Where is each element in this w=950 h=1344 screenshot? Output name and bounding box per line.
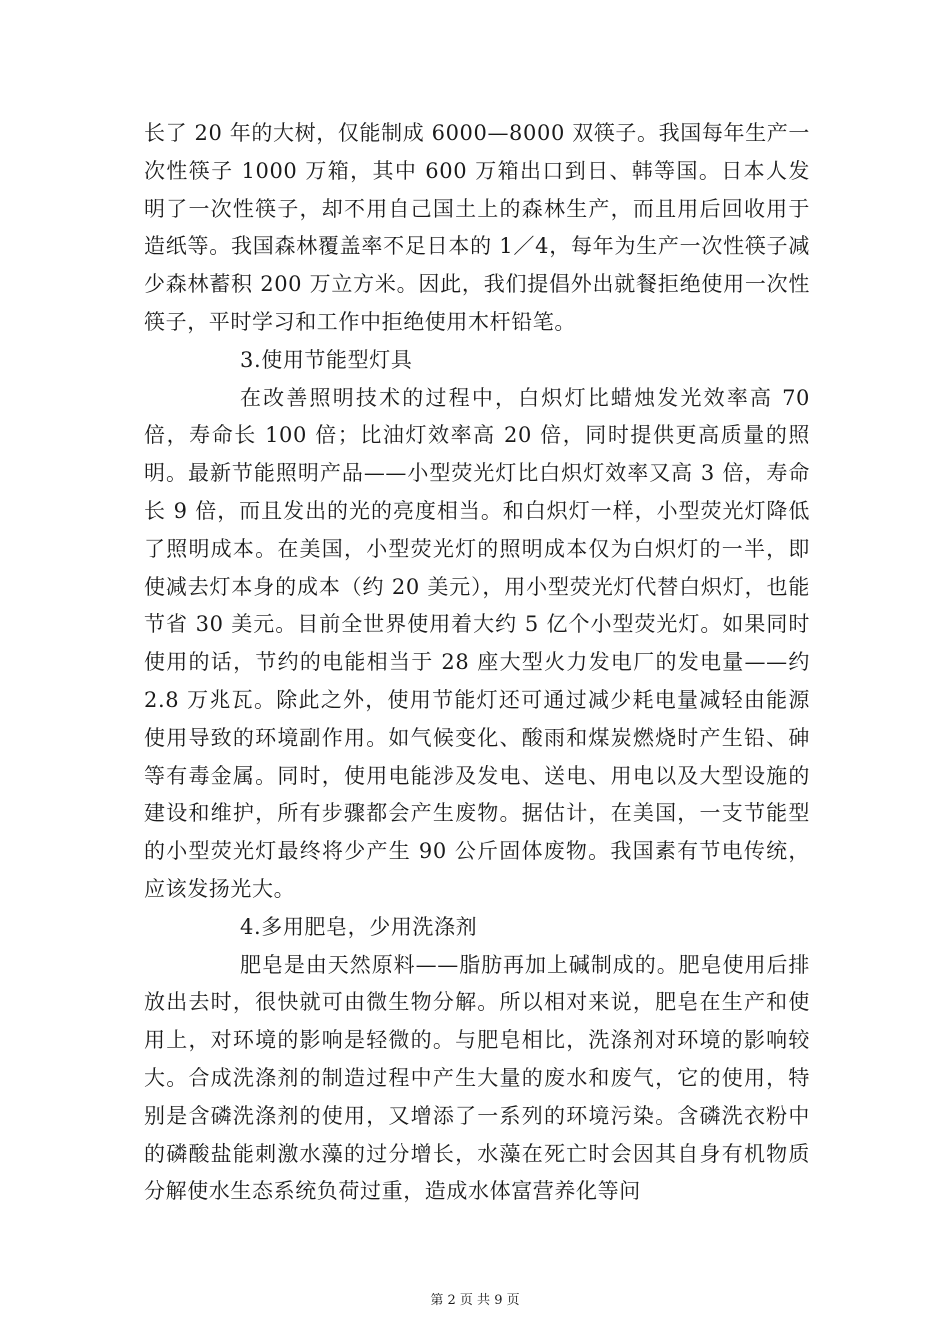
paragraph-soap-vs-detergent: 肥皂是由天然原料——脂肪再加上碱制成的。肥皂使用后排放出去时，很快就可由微生物分解。所以相对来说，肥皂在生产和使用上，对环境的影响是轻微的。与肥皂相比，洗涤剂对环境的影响较大。合成洗涤剂的制造过程中产生大量的废水和废气，它的使用，特别是含磷洗涤剂的使用，又增添了一系列的环境污染。含磷洗衣粉中的磷酸盐能刺激水藻的过分增长，水藻在死亡时会因其自身有机物质分解使水生态系统负荷过重，造成水体富营养化等问 — [144, 952, 810, 1204]
page-number-footer: 第 2 页 共 9 页 — [430, 1293, 520, 1308]
page-body — [144, 115, 810, 1211]
section-heading-soap-vs-detergent: 4.多用肥皂，少用洗涤剂 — [240, 914, 478, 939]
paragraph-chopsticks: 长了 20 年的大树，仅能制成 6000—8000 双筷子。我国每年生产一次性筷子 1000 万箱，其中 600 万箱出口到日、韩等国。日本人发明了一次性筷子，却不用自己国土上的森林生产，而且用后回收用于造纸等。我国森林覆盖率不足日本的 1／4，每年为生产一次性筷子减少森林蓄积 200 万立方米。因此，我们提倡外出就餐拒绝使用一次性筷子，平时学习和工作中拒绝使用木杆铅笔。 — [144, 121, 810, 334]
paragraph-energy-saving-lamps: 在改善照明技术的过程中，白炽灯比蜡烛发光效率高 70 倍，寿命长 100 倍；比油灯效率高 20 倍，同时提供更高质量的照明。最新节能照明产品——小型荧光灯比白炽灯效率又高 3 倍，寿命长 9 倍，而且发出的光的亮度相当。和白炽灯一样，小型荧光灯降低了照明成本。在美国，小型荧光灯的照明成本仅为白炽灯的一半，即使减去灯本身的成本（约 20 美元），用小型荧光灯代替白炽灯，也能节省 30 美元。目前全世界使用着大约 5 亿个小型荧光灯。如果同时使用的话，节约的电能相当于 28 座大型火力发电厂的发电量——约 2.8 万兆瓦。除此之外，使用节能灯还可通过减少耗电量减轻由能源使用导致的环境副作用。如气候变化、酸雨和煤炭燃烧时产生铅、砷等有毒金属。同时，使用电能涉及发电、送电、用电以及大型设施的建设和维护，所有步骤都会产生废物。据估计，在美国，一支节能型的小型荧光灯最终将少产生 90 公斤固体废物。我国素有节电传统，应该发扬光大。 — [144, 385, 810, 901]
section-heading-energy-saving-lamps: 3.使用节能型灯具 — [240, 347, 413, 372]
